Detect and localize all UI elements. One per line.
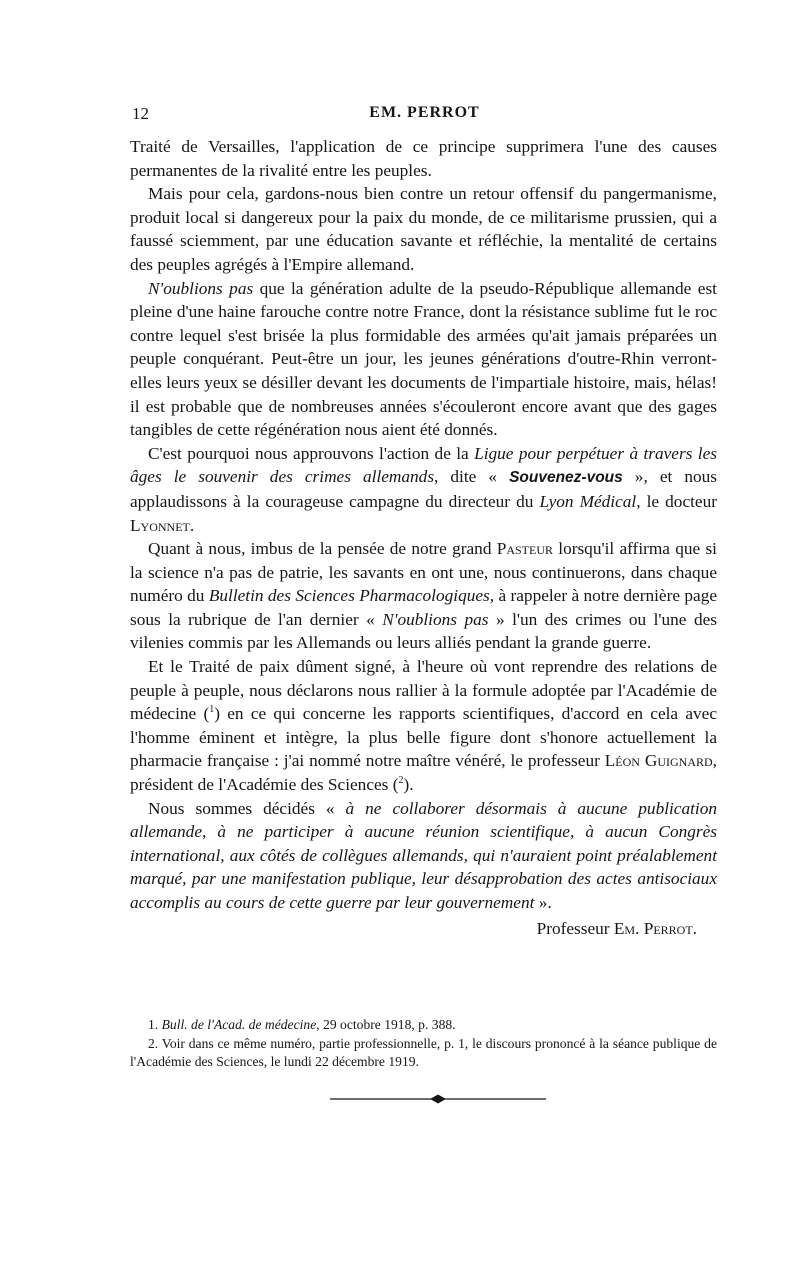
p6-text-d: ). bbox=[403, 775, 414, 795]
p6-text-b: ) en ce qui concerne les rapports scientifiques, d'accord en cela avec l'homme éminent et intègre, la plus belle figure dont s'honore actuellement la pharmacie française : j'ai nommé notre maître vénéré, le professeur bbox=[130, 704, 718, 771]
footnote-1-number: 1. bbox=[148, 1017, 162, 1032]
lyonnet-name: Lyonnet bbox=[130, 515, 190, 535]
paragraph-1: Traité de Versailles, l'application de ce principe supprimera l'une des causes permanentes de la rivalité entre les peuples. bbox=[130, 137, 717, 180]
p5-text-d: » l'un des crimes ou l'une des vilenies commis par les Allemands ou leurs alliés pendant la grande guerre. bbox=[130, 609, 717, 653]
p7-text-b: ». bbox=[534, 893, 552, 912]
p4-text-b: , dite « bbox=[434, 467, 510, 487]
body-text bbox=[130, 135, 717, 940]
p4-text-c: », et nous applaudissons à la courageuse campagne du directeur du bbox=[130, 467, 717, 511]
noublions-pas-rubric: N'oublions pas bbox=[382, 609, 489, 629]
p4-text-d: , le docteur bbox=[636, 491, 717, 511]
bulletin-title: Bulletin des Sciences Pharmacologiques, bbox=[208, 586, 495, 606]
diamond-icon bbox=[430, 1095, 446, 1104]
signature-name: Em. Perrot. bbox=[613, 918, 697, 938]
end-ornament bbox=[330, 1094, 546, 1104]
noublions-pas-emphasis: N'oublions pas bbox=[148, 278, 254, 298]
paragraph-7 bbox=[130, 797, 717, 915]
guignard-name: Léon Guignard bbox=[604, 751, 713, 771]
page-number: 12 bbox=[132, 104, 149, 123]
declaration-quote: à ne collaborer désormais à aucune publication allemande, à ne participer à aucune réunion scientifique, à aucun Congrès international, aux côtés de collègues allemands, qui n'auraient point préalablement marqué, par une manifestation publique, leur désapprobation des actes antisociaux accomplis au cours de cette guerre par leur gouvernement bbox=[130, 798, 718, 912]
p6-text-a: Et le Traité de paix dûment signé, à l'heure où vont reprendre des relations de peuple à peuple, nous déclarons nous rallier à la formule adoptée par l'Académie de médecine ( bbox=[130, 657, 717, 724]
signature-title: Professeur bbox=[536, 918, 614, 938]
footnotes bbox=[130, 1016, 717, 1072]
lyon-medical-title: Lyon Médical bbox=[539, 491, 637, 511]
footnote-ref-1: 1 bbox=[209, 704, 215, 716]
footnote-ref-2: 2 bbox=[398, 775, 404, 787]
souvenez-vous-title: Souvenez-vous bbox=[509, 469, 623, 487]
p5-text-c: à rappeler à notre dernière page sous la rubrique de l'an dernier « bbox=[130, 586, 717, 629]
footnote-1-text: , 29 octobre 1918, p. 388. bbox=[316, 1017, 456, 1032]
p5-text-a: Quant à nous, imbus de la pensée de notre grand bbox=[148, 539, 497, 559]
paragraph-4 bbox=[130, 442, 717, 537]
paragraph-5 bbox=[130, 537, 717, 655]
p4-text-e: . bbox=[189, 515, 195, 535]
page-header bbox=[132, 104, 717, 128]
p6-text-c: , président de l'Académie des Sciences ( bbox=[130, 751, 717, 795]
paragraph-3-text: que la génération adulte de la pseudo-République allemande est pleine d'une haine farouche contre notre France, dont la résistance sublime fut le roc contre lequel s'est brisée la plus formidable des armées qu'ait jamais préparées un peuple conquérant. Peut-être un jour, les jeunes générations d'outre-Rhin verront-elles leurs yeux se désiller devant les documents de l'impartiale histoire, mais, hélas! il est probable que de nombreuses années s'écouleront encore avant que des gages tangibles de cette régénération nous aient été donnés. bbox=[130, 278, 717, 440]
paragraph-2: Mais pour cela, gardons-nous bien contre un retour offensif du pangermanisme, produit local si dangereux pour la paix du monde, de ce militarisme prussien, qui a faussé sciemment, par une éducation savante et réfléchie, la mentalité de certains des peuples agrégés à l'Empire allemand. bbox=[130, 184, 717, 274]
p5-text-b: lorsqu'il affirma que si la science n'a pas de patrie, les savants en ont une, nous continuerons, dans chaque numéro du bbox=[130, 539, 717, 606]
footnote-1 bbox=[130, 1016, 717, 1035]
signature bbox=[130, 917, 717, 941]
footnote-2: 2. Voir dans ce même numéro, partie professionnelle, p. 1, le discours prononcé à la séance publique de l'Académie des Sciences, le lundi 22 décembre 1919. bbox=[130, 1035, 717, 1069]
pasteur-name: Pasteur bbox=[496, 539, 553, 559]
p7-text-a: Nous sommes décidés « bbox=[148, 798, 346, 818]
p4-text-a: C'est pourquoi nous approuvons l'action de la bbox=[148, 443, 475, 463]
paragraph-6 bbox=[130, 655, 717, 797]
footnote-1-source: Bull. de l'Acad. de médecine bbox=[161, 1017, 317, 1032]
paragraph-3 bbox=[130, 277, 717, 442]
running-head: EM. PERROT bbox=[369, 104, 480, 121]
ligue-title: Ligue pour perpétuer à travers les âges le souvenir des crimes allemands bbox=[130, 443, 718, 487]
